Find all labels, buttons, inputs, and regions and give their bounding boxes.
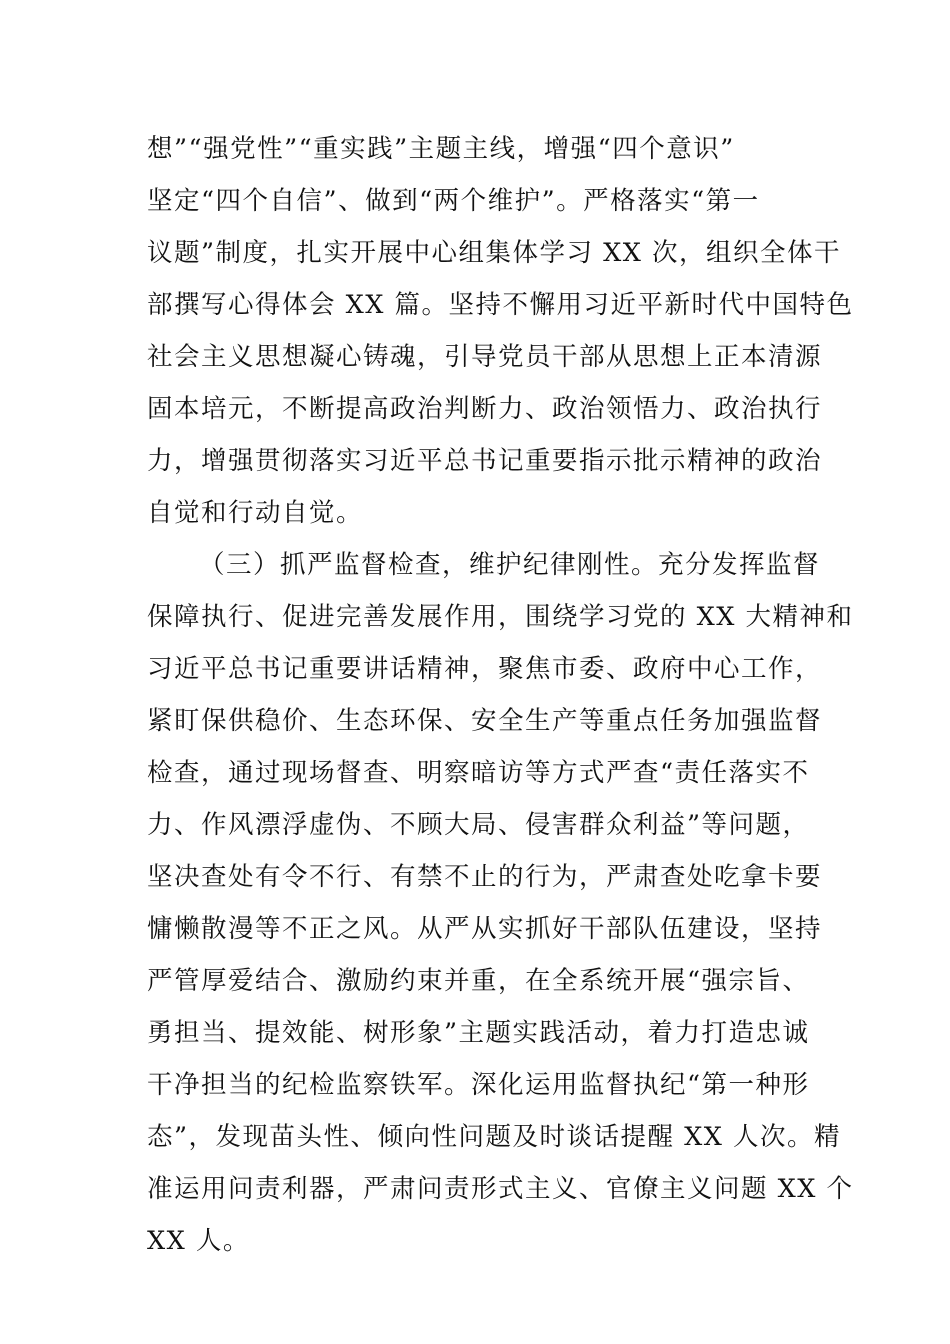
text-line: XX 人。 xyxy=(147,1226,250,1256)
paragraph-heading-line: （三）抓严监督检查，维护纪律刚性。充分发挥监督 xyxy=(199,550,821,580)
text-line: 慵懒散漫等不正之风。从严从实抓好干部队伍建设，坚持 xyxy=(147,914,823,944)
text-line: 力、作风漂浮虚伪、不顾大局、侵害群众利益”等问题， xyxy=(147,810,810,840)
text-line: 想”“强党性”“重实践”主题主线，增强“四个意识” xyxy=(147,134,735,164)
text-line: 态”，发现苗头性、倾向性问题及时谈话提醒 XX 人次。精 xyxy=(147,1122,842,1152)
text-line: 坚决查处有令不行、有禁不止的行为，严肃查处吃拿卡要 xyxy=(147,862,823,892)
text-line: 保障执行、促进完善发展作用，围绕学习党的 XX 大精神和 xyxy=(147,602,854,632)
text-line: 议题”制度，扎实开展中心组集体学习 XX 次，组织全体干 xyxy=(147,238,842,268)
text-line: 自觉和行动自觉。 xyxy=(147,498,364,528)
text-line: 社会主义思想凝心铸魂，引导党员干部从思想上正本清源 xyxy=(147,342,823,372)
text-line: 勇担当、提效能、树形象”主题实践活动，着力打造忠诚 xyxy=(147,1018,810,1048)
text-line: 部撰写心得体会 XX 篇。坚持不懈用习近平新时代中国特色 xyxy=(147,290,854,320)
text-line: 检查，通过现场督查、明察暗访等方式严查“责任落实不 xyxy=(147,758,810,788)
text-line: 严管厚爱结合、激励约束并重，在全系统开展“强宗旨、 xyxy=(147,966,810,996)
text-line: 紧盯保供稳价、生态环保、安全生产等重点任务加强监督 xyxy=(147,706,823,736)
text-line: 力，增强贯彻落实习近平总书记重要指示批示精神的政治 xyxy=(147,446,823,476)
text-line: 干净担当的纪检监察铁军。深化运用监督执纪“第一种形 xyxy=(147,1070,810,1100)
text-line: 坚定“四个自信”、做到“两个维护”。严格落实“第一 xyxy=(147,186,760,216)
text-line: 习近平总书记重要讲话精神，聚焦市委、政府中心工作， xyxy=(147,654,823,684)
text-line: 准运用问责利器，严肃问责形式主义、官僚主义问题 XX 个 xyxy=(147,1174,854,1204)
text-line: 固本培元，不断提高政治判断力、政治领悟力、政治执行 xyxy=(147,394,823,424)
